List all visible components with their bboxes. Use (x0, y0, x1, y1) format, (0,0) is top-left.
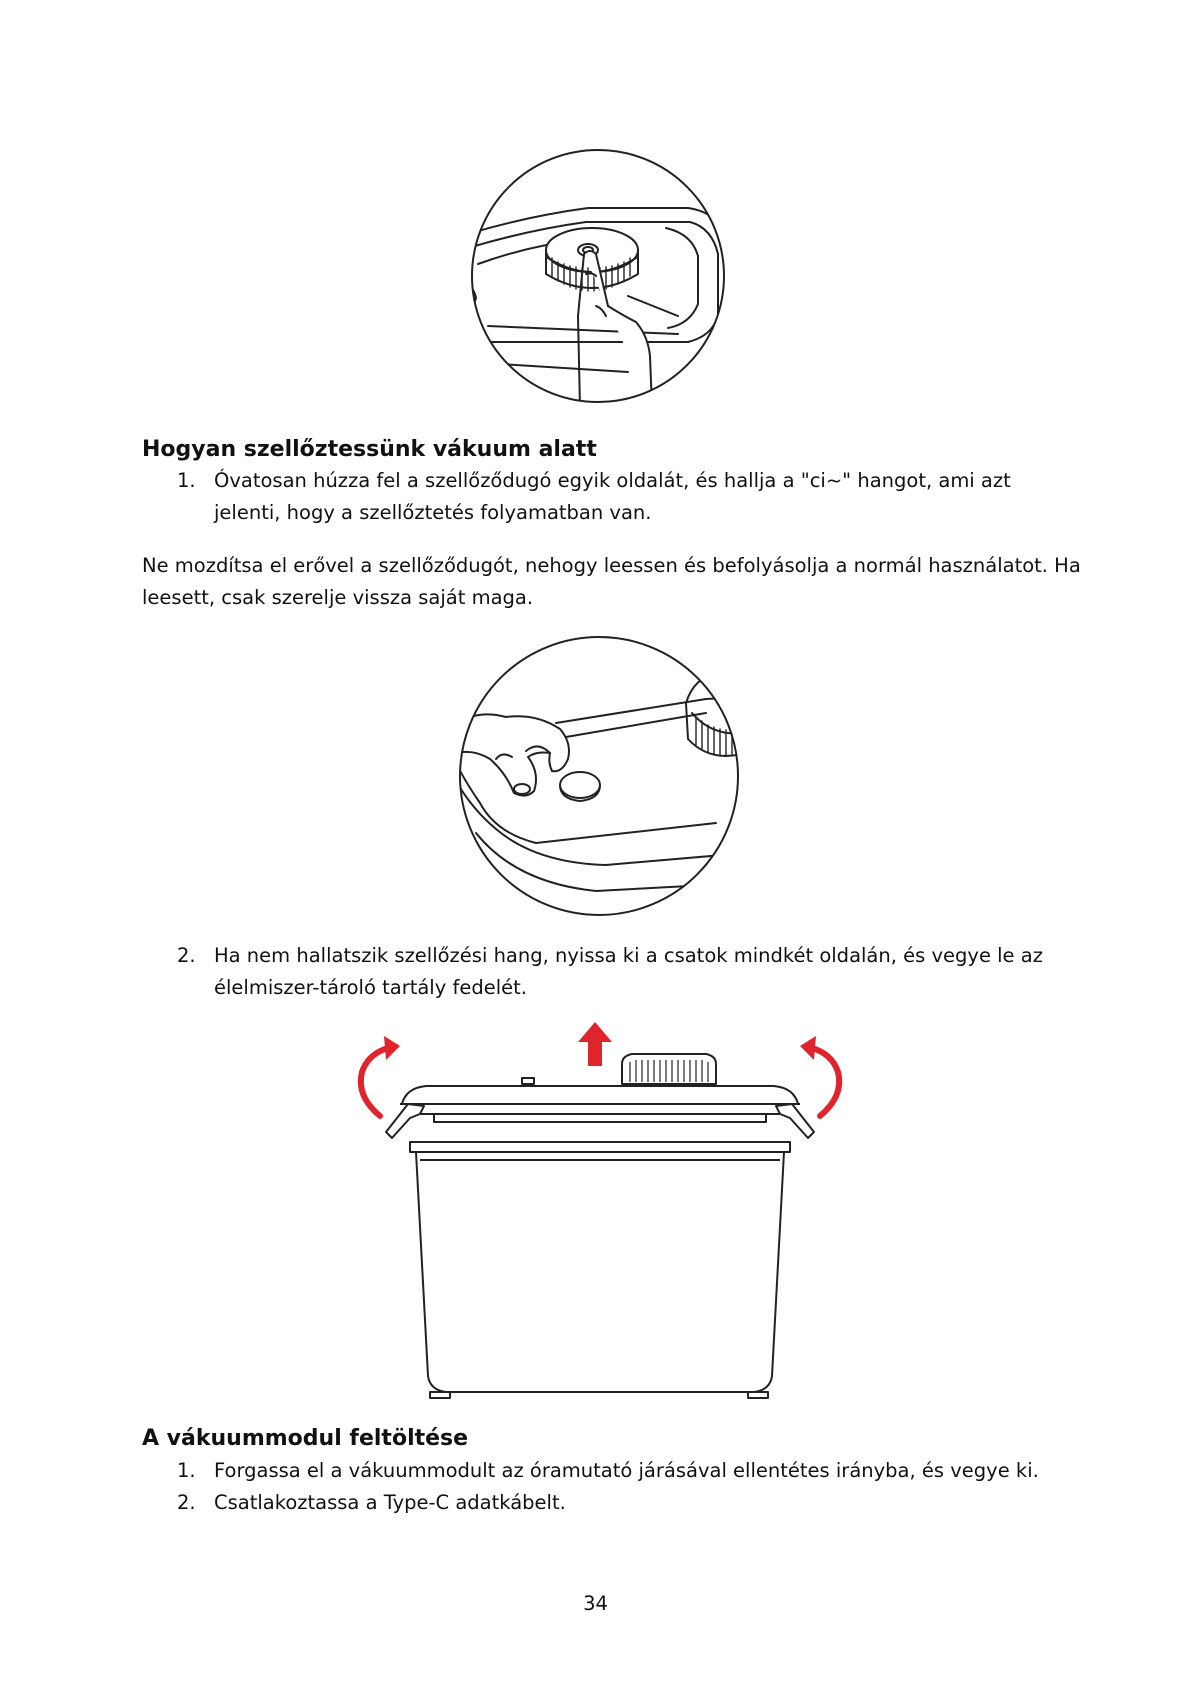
note-paragraph: Ne mozdítsa el erővel a szellőződugót, nehogy leessen és befolyásolja a normál használatot. Ha leesett, csak szerelje vissza saját maga. (142, 554, 1081, 609)
list-item-charge-step-2 (177, 1487, 1077, 1519)
figure-container-lid-removal (350, 1014, 850, 1406)
list-item-vent-step-2 (177, 940, 1077, 1004)
list-number: 1. (177, 1459, 196, 1482)
figure-finger-pressing-vent (468, 146, 728, 406)
list-item-text: Forgassa el a vákuummodult az óramutató járásával ellentétes irányba, és vegye ki. (214, 1459, 1039, 1482)
list-item-text: Óvatosan húzza fel a szellőződugó egyik oldalát, és hallja a "ci~" hangot, ami azt jelenti, hogy a szellőztetés folyamatban van. (214, 469, 1011, 524)
section-heading-vent: Hogyan szellőztessünk vákuum alatt (142, 437, 597, 462)
section-heading-charge: A vákuummodul feltöltése (142, 1426, 469, 1451)
list-number: 1. (177, 469, 196, 492)
page-number: 34 (583, 1592, 608, 1615)
list-item-charge-step-1 (177, 1455, 1077, 1487)
list-item-vent-step-1 (177, 465, 1077, 529)
list-number: 2. (177, 1491, 196, 1514)
rotate-arrow-right-icon (800, 1036, 839, 1116)
rotate-arrow-left-icon (361, 1036, 400, 1116)
list-item-text: Ha nem hallatszik szellőzési hang, nyissa ki a csatok mindkét oldalán, és vegye le az élelmiszer-tároló tartály fedelét. (214, 944, 1043, 999)
figure-hand-lifting-vent (456, 633, 742, 919)
list-item-text: Csatlakoztassa a Type-C adatkábelt. (214, 1491, 566, 1514)
list-number: 2. (177, 944, 196, 967)
arrow-up-icon (578, 1022, 612, 1066)
